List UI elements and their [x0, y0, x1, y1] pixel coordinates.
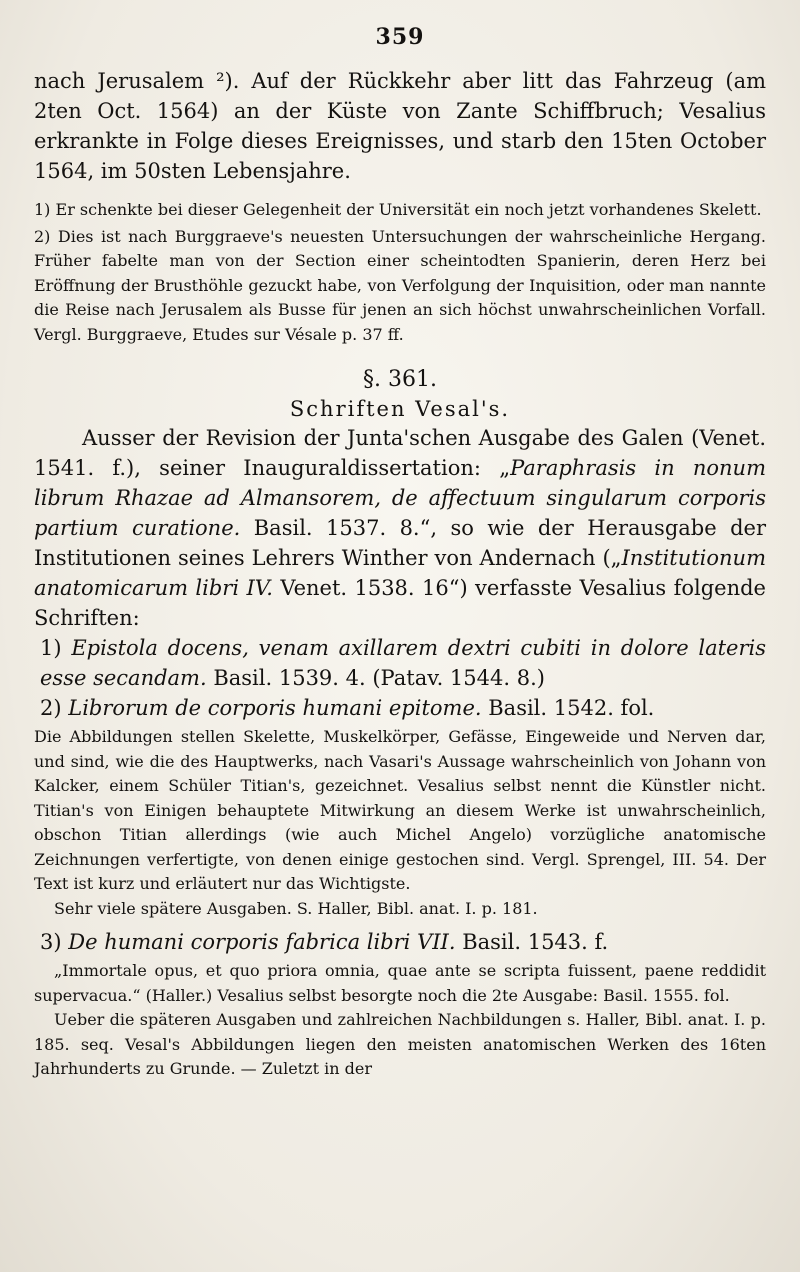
- dissertation-title: Paraphrasis in nonum librum Rhazae ad Almansorem, de affectuum singularum corporis partium curatione.: [34, 456, 766, 540]
- section-number: §. 361.: [363, 367, 437, 392]
- work-title: De humani corporis fabrica libri VII.: [68, 930, 456, 954]
- work-imprint: Basil. 1539. 4. (Patav. 1544. 8.): [206, 666, 545, 690]
- footnotes: [34, 198, 766, 347]
- section-intro-paragraph: [34, 423, 766, 633]
- main-text: [34, 66, 766, 186]
- work-3-note-1: „Immortale opus, et quo priora omnia, quae ante se scripta fuissent, paene reddidit supervacua.“ (Haller.) Vesalius selbst besorgte noch die 2te Ausgabe: Basil. 1555. fol.: [34, 961, 766, 1005]
- intro-text-b: Basil. 1537. 8.“, so wie der Herausgabe der Institutionen seines Lehrers Winther von Andernach („: [34, 516, 766, 570]
- work-2-notes: [34, 725, 766, 921]
- page-number: 359: [375, 24, 425, 50]
- section-body: [34, 423, 766, 723]
- section-body-continued: [34, 927, 766, 957]
- work-item-3: [34, 927, 766, 957]
- work-title: Epistola docens, venam axillarem dextri cubiti in dolore lateris esse secandam.: [40, 636, 766, 690]
- footnote-1: 1) Er schenkte bei dieser Gelegenheit der Universität ein noch jetzt vorhandenes Skelett.: [34, 200, 762, 219]
- work-imprint: Basil. 1543. f.: [455, 930, 609, 954]
- work-3-notes: [34, 959, 766, 1082]
- work-number: 2): [40, 696, 62, 720]
- work-title: Librorum de corporis humani epitome.: [68, 696, 482, 720]
- footnote-2: 2) Dies ist nach Burggraeve's neuesten Untersuchungen der wahrscheinliche Hergang. Früher fabelte man von der Section einer scheintodten Spanierin, deren Herz bei Eröffnung der Brusthöhle gezuckt habe, von Verfolgung der Inquisition, oder man nannte die Reise nach Jerusalem als Busse für jenen an sich höchst unwahrscheinlichen Vorfall. Vergl. Burggraeve, Etudes sur Vésale p. 37 ff.: [34, 226, 766, 344]
- work-2-note-1: Die Abbildungen stellen Skelette, Muskelkörper, Gefässe, Eingeweide und Nerven dar, und sind, wie die des Hauptwerks, nach Vasari's Aussage wahrscheinlich von Johann von Kalcker, einem Schüler Titian's, gezeichnet. Vesalius selbst nennt die Künstler nicht. Titian's von Einigen behauptete Mitwirkung an diesem Werke ist unwahrscheinlich, obschon Titian allerdings (wie auch Michel Angelo) vorzügliche anatomische Zeichnungen verfertigte, von denen einige gestochen sind. Vergl. Sprengel, III. 54. Der Text ist kurz und erläutert nur das Wichtigste.: [34, 727, 766, 893]
- work-2-note-2: Sehr viele spätere Ausgaben. S. Haller, Bibl. anat. I. p. 181.: [54, 898, 538, 918]
- intro-text-a: Ausser der Revision der Junta'schen Ausgabe des Galen (Venet. 1541. f.), seiner Inauguraldissertation: „: [34, 426, 766, 480]
- work-imprint: Basil. 1542. fol.: [481, 696, 655, 720]
- intro-text-c: Venet. 1538. 16“) verfasste Vesalius folgende Schriften:: [34, 576, 766, 630]
- institutiones-title: Institutionum anatomicarum libri IV.: [34, 546, 766, 600]
- work-number: 1): [40, 636, 62, 660]
- work-number: 3): [40, 930, 62, 954]
- section-title: Schriften Vesal's.: [289, 397, 511, 421]
- work-item-1: [34, 633, 766, 693]
- work-3-note-2: Ueber die späteren Ausgaben und zahlreichen Nachbildungen s. Haller, Bibl. anat. I. p. 185. seq. Vesal's Abbildungen liegen den meisten anatomischen Werken des 16ten Jahrhunderts zu Grunde. — Zuletzt in der: [34, 1010, 766, 1078]
- intro-paragraph: nach Jerusalem ²). Auf der Rückkehr aber litt das Fahrzeug (am 2ten Oct. 1564) an der Küste von Zante Schiffbruch; Vesalius erkrankte in Folge dieses Ereignisses, und starb den 15ten October 1564, im 50sten Lebensjahre.: [34, 69, 766, 183]
- work-item-2: [34, 693, 766, 723]
